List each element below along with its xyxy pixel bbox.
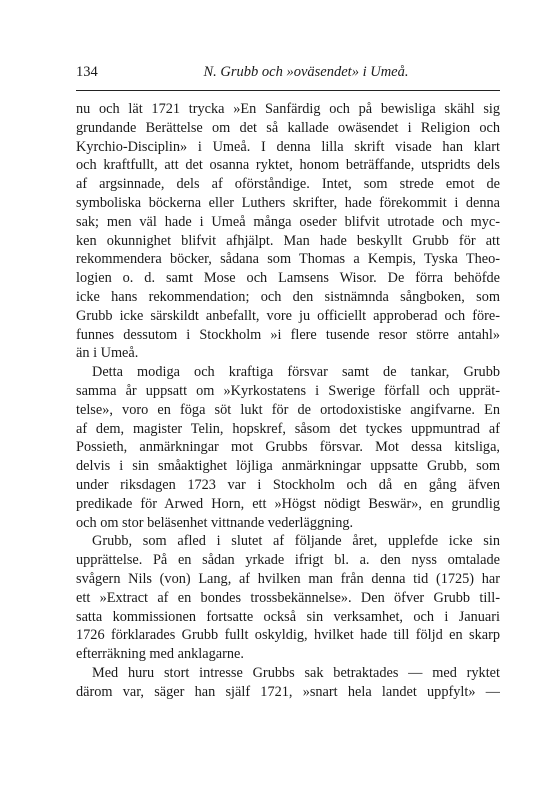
running-title: N. Grubb och »oväsendet» i Umeå. [203,64,409,80]
text-line: grundande Berättelse om det så kallade owäsendet i Religion och [76,119,500,136]
text-line: logien o. d. samt Mose och Lamsens Wisor. De förra behöfde [76,270,500,287]
text-line: telse», voro en föga söt lukt för de ortodoxistiske angifvarne. En [76,401,500,418]
text-line: Kyrchio-Disciplin» i Umeå. I denna lilla skrift visade han klart [76,138,500,155]
text-line: Grubb icke särskildt anbefallt, vore ju officiellt approberad och före- [76,307,500,324]
text-line: ett »Extract af en bondes trossbekännelse». Den öfver Grubb till- [76,589,500,606]
paragraph-start-line: Med huru stort intresse Grubbs sak betraktades — med ryktet [92,664,500,681]
body-text [76,100,500,702]
text-line: predikade för Arwed Horn, ett »Högst nödigt Beswär», en grundlig [76,495,500,512]
page-number: 134 [76,64,98,80]
text-line: icke hans rekommendation; och den sistnämnda sångboken, som [76,288,500,305]
text-line: funnes dessutom i Stockholm »i flere tusende resor större antahl» [76,326,500,343]
text-line: samma år uppsatt om »Kyrkostatens i Swerige förfall och upprät- [76,382,500,399]
text-line: och kraftfullt, att det osanna ryktet, honom beträffande, utspridts dels [76,157,500,174]
text-line: af dem, magister Telin, hopskref, såsom det tyckes uppmuntrad af [76,420,500,437]
text-line: upprättelse. På en sådan yrkade ifrigt bl. a. den nyss omtalade [76,552,500,569]
text-line: Possieth, anmärkningar mot Grubbs försvar. Mot dessa kitsliga, [76,439,500,456]
text-line: symboliska böckerna eller Luthers skrifter, hade förekommit i denna [76,194,500,211]
running-head [76,64,496,86]
text-line: af argsinnade, dels af oförståndige. Intet, som strede emot de [76,176,500,193]
text-line: 1726 förklarades Grubb fullt oskyldig, hvilket hade till följd en skarp [76,627,500,644]
text-line: svågern Nils (von) Lang, af hvilken man från denna tid (1725) har [76,570,500,587]
text-line: nu och lät 1721 trycka »En Sanfärdig och på bewisliga skähl sig [76,101,500,117]
paragraph-end-line: än i Umeå. [76,345,139,362]
paragraph-end-line: och om stor beläsenhet vittnande vederläggning. [76,514,354,531]
text-line: sak; men väl hade i Umeå många oseder blifvit utrotade och myc- [76,213,500,230]
text-line: ken okunnighet blifvit afhjälpt. Man hade beskyllt Grubb för att [76,232,500,249]
text-line: rekommendera böcker, sådana som Thomas a Kempis, Tyska Theo- [76,251,500,268]
header-rule [76,90,500,91]
text-line: satta kommissionen fortsatte också sin verksamhet, och i Januari [76,608,500,625]
text-line: delvis i sin småaktighet löjliga anmärkningar uppsatte Grubb, som [76,458,500,475]
paragraph-start-line: Detta modiga och kraftiga försvar samt de tankar, Grubb [92,364,500,381]
paragraph-end-line: efterräkning med anklagarne. [76,646,244,663]
text-line: under riksdagen 1723 var i Stockholm och då en gång äfven [76,476,500,493]
text-line: därom var, säger han själf 1721, »snart hela landet uppfylt» — [76,683,500,700]
paragraph-start-line: Grubb, som afled i slutet af följande året, upplefde icke sin [92,533,500,550]
